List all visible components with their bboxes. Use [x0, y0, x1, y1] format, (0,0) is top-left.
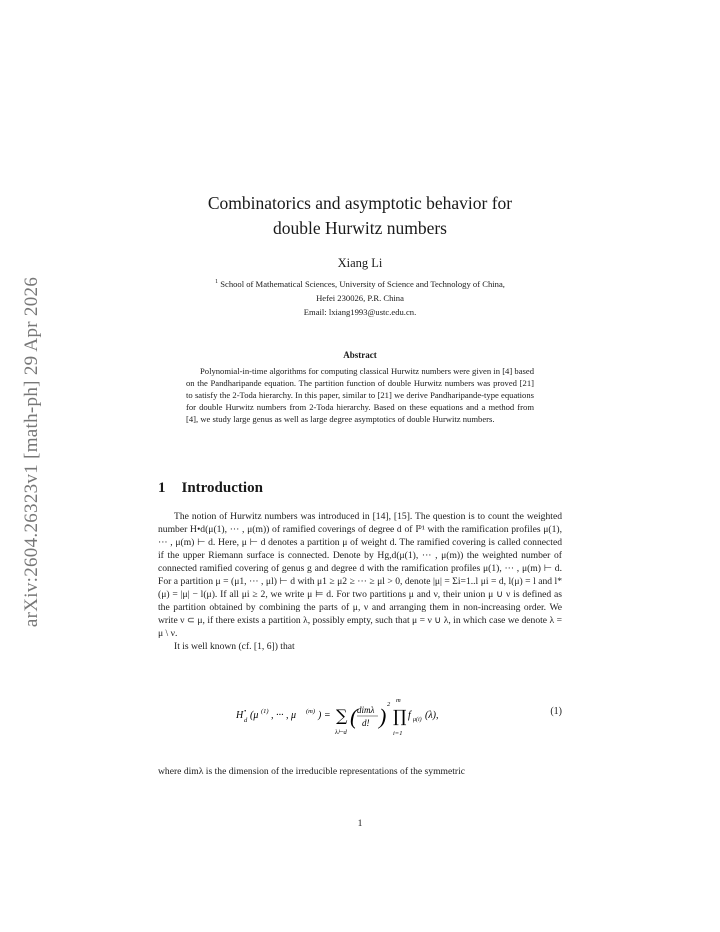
equation-formula — [236, 694, 466, 740]
svg-text:∑: ∑ — [336, 706, 348, 725]
svg-text:(m): (m) — [306, 708, 316, 715]
page-number: 1 — [357, 818, 363, 829]
svg-text:, ··· , μ: , ··· , μ — [271, 710, 297, 721]
svg-text:(μ: (μ — [250, 710, 259, 721]
title-line-1: Combinatorics and asymptotic behavior for — [207, 193, 513, 213]
abstract-heading: Abstract — [343, 350, 377, 360]
svg-text:) =: ) = — [318, 710, 331, 721]
author-name: Xiang Li — [337, 256, 383, 270]
section-heading — [158, 480, 263, 497]
svg-text:H: H — [236, 710, 244, 721]
paragraph-2: It is well known (cf. [1, 6]) that — [174, 641, 295, 653]
title-line-2: double Hurwitz numbers — [273, 218, 447, 238]
svg-text:): ) — [379, 704, 387, 729]
affiliation-block — [152, 275, 568, 319]
section-number: 1 — [158, 480, 166, 496]
svg-text:m: m — [396, 697, 401, 704]
svg-text:(λ),: (λ), — [425, 710, 439, 721]
svg-text:∏: ∏ — [393, 707, 407, 727]
equation-number: (1) — [550, 706, 562, 717]
svg-text:λ⊢d: λ⊢d — [335, 729, 347, 736]
arxiv-identifier-text: arXiv:2604.26323v1 [math-ph] 29 Apr 2026 — [21, 276, 42, 628]
svg-text:d!: d! — [362, 718, 370, 728]
paper-title — [158, 191, 562, 241]
email-line: Email: lxiang1993@ustc.edu.cn. — [303, 306, 417, 317]
section-title: Introduction — [181, 480, 263, 496]
svg-text:i=1: i=1 — [393, 730, 403, 737]
svg-text:(: ( — [350, 704, 358, 729]
equation-1 — [158, 694, 562, 744]
svg-text:2: 2 — [387, 701, 391, 708]
svg-text:dimλ: dimλ — [357, 705, 375, 715]
paragraph-3: where dimλ is the dimension of the irreducible representations of the symmetric — [158, 766, 466, 777]
abstract-text: Polynomial-in-time algorithms for computing classical Hurwitz numbers were given in [4] based on the Pandharipande equation. The partition function of double Hurwitz numbers was proved [21] to satisfy the 2-Toda hierarchy. In this paper, similar to [21] we derive Pandharipande-type equations for double Hurwitz numbers from 2-Toda hierarchy. Based on these equations and a method from [4], we study large genus as well as large degree asymptotics of double Hurwitz numbers. — [186, 366, 534, 424]
affiliation-line-1 — [152, 275, 568, 291]
introduction-body — [158, 510, 562, 654]
svg-text:•: • — [244, 708, 247, 715]
affiliation-mark: 1 — [215, 279, 219, 285]
affiliation-line-2: Hefei 230026, P.R. China — [316, 292, 404, 303]
affiliation-text-1: School of Mathematical Sciences, University of Science and Technology of China, — [220, 278, 505, 289]
arxiv-identifier — [14, 242, 50, 662]
paragraph-1: The notion of Hurwitz numbers was introduced in [14], [15]. The question is to count the weighted number H•d(μ(1), ··· , μ(m)) of ramified coverings of degree d of ℙ¹ with the ramification profiles μ(1), ··· , μ(m) ⊢ d. Here, μ ⊢ d denotes a partition μ of weight d. The ramified covering is called connected if the upper Riemann surface is connected. Denote by Hg,d(μ(1), ··· , μ(m)) the weighted number of connected ramified covering of genus g and degree d with the ramification profiles μ(1), ··· , μ(m) ⊢ d. For a partition μ = (μ1, ··· , μl) ⊢ d with μ1 ≥ μ2 ≥ ··· ≥ μl > 0, denote |μ| = Σi=1..l μi = d, l(μ) = l and l*(μ) = |μ| − l(μ). If all μi ≥ 2, we write μ ⊨ d. For two partitions μ and ν, their union μ ∪ ν is defined as the partition obtained by combining the parts of μ, ν and arranging them in non-increasing order. We write ν ⊂ μ, if there exists a partition λ, possibly empty, such that μ = ν ∪ λ, in which case we denote λ = μ \ ν. — [158, 511, 562, 640]
svg-text:(1): (1) — [261, 708, 269, 715]
svg-text:d: d — [244, 717, 248, 724]
svg-text:μ(i): μ(i) — [413, 717, 422, 723]
svg-text:f: f — [408, 710, 411, 721]
